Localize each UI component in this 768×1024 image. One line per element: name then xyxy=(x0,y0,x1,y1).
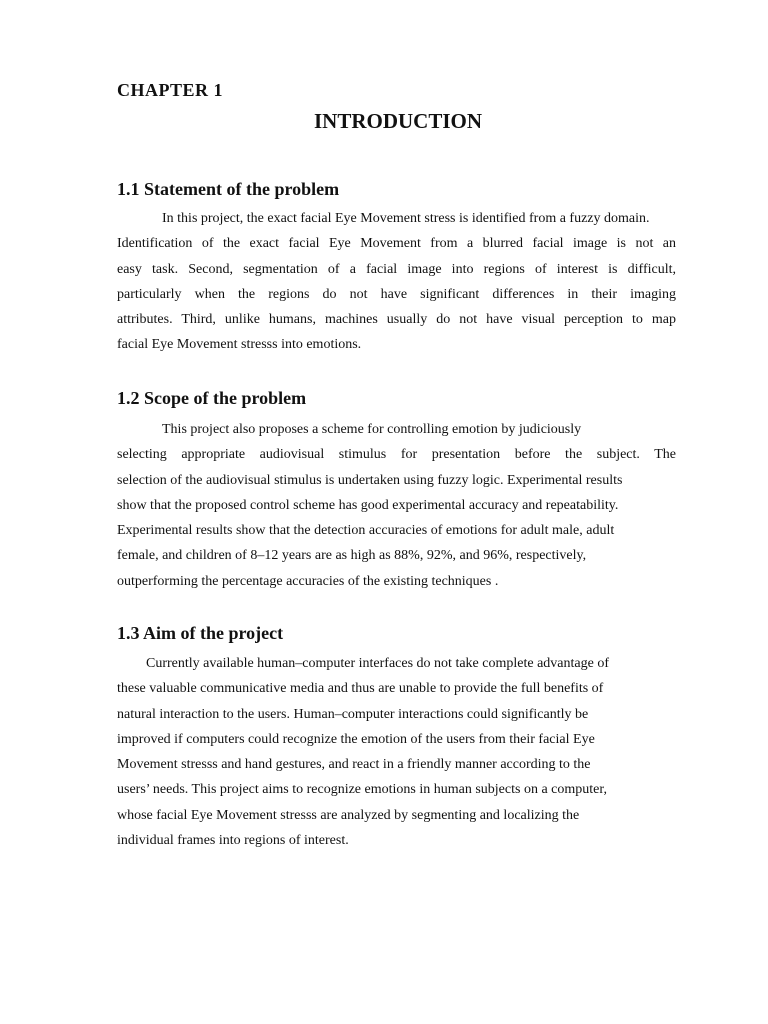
section-heading-statement: 1.1 Statement of the problem xyxy=(117,179,340,199)
paragraph-line: Identification of the exact facial Eye Movement from a blurred facial image is not an xyxy=(117,236,676,252)
paragraph-line: individual frames into regions of interest. xyxy=(117,833,349,849)
paragraph-line: Currently available human–computer interfaces do not take complete advantage of xyxy=(146,656,609,671)
paragraph-line: Experimental results show that the detection accuracies of emotions for adult male, adult xyxy=(117,523,615,539)
paragraph-line: whose facial Eye Movement stresss are analyzed by segmenting and localizing the xyxy=(117,807,580,823)
paragraph-line: attributes. Third, unlike humans, machines usually do not have visual perception to map xyxy=(117,312,676,328)
paragraph-line: selecting appropriate audiovisual stimulus for presentation before the subject. The xyxy=(117,447,676,463)
paragraph-line: improved if computers could recognize the emotion of the users from their facial Eye xyxy=(117,731,595,747)
paragraph-line: In this project, the exact facial Eye Movement stress is identified from a fuzzy domain. xyxy=(162,211,650,226)
paragraph-line: easy task. Second, segmentation of a facial image into regions of interest is difficult, xyxy=(117,261,676,277)
chapter-title: INTRODUCTION xyxy=(313,109,483,133)
paragraph-line: selection of the audiovisual stimulus is undertaken using fuzzy logic. Experimental results xyxy=(117,472,623,488)
paragraph-line: facial Eye Movement stresss into emotions. xyxy=(117,337,362,353)
paragraph-line: users’ needs. This project aims to recognize emotions in human subjects on a computer, xyxy=(117,782,607,798)
paragraph-line: female, and children of 8–12 years are as high as 88%, 92%, and 96%, respectively, xyxy=(117,548,587,564)
section-paragraph-scope xyxy=(117,417,676,594)
paragraph-line: Movement stresss and hand gestures, and react in a friendly manner according to the xyxy=(117,757,591,773)
section-paragraph-statement xyxy=(117,206,676,358)
section-paragraph-aim xyxy=(117,651,676,853)
paragraph-line: these valuable communicative media and thus are unable to provide the full benefits of xyxy=(117,681,604,697)
section-heading-aim: 1.3 Aim of the project xyxy=(117,623,284,643)
paragraph-line: show that the proposed control scheme has good experimental accuracy and repeatability. xyxy=(117,497,619,513)
paragraph-line: natural interaction to the users. Human–computer interactions could significantly be xyxy=(117,706,589,722)
paragraph-line: This project also proposes a scheme for controlling emotion by judiciously xyxy=(162,422,582,437)
chapter-label: CHAPTER 1 xyxy=(117,80,224,100)
paragraph-line: particularly when the regions do not have significant differences in their imaging xyxy=(117,286,676,302)
section-heading-scope: 1.2 Scope of the problem xyxy=(117,388,307,408)
paragraph-line: outperforming the percentage accuracies of the existing techniques . xyxy=(117,573,499,589)
